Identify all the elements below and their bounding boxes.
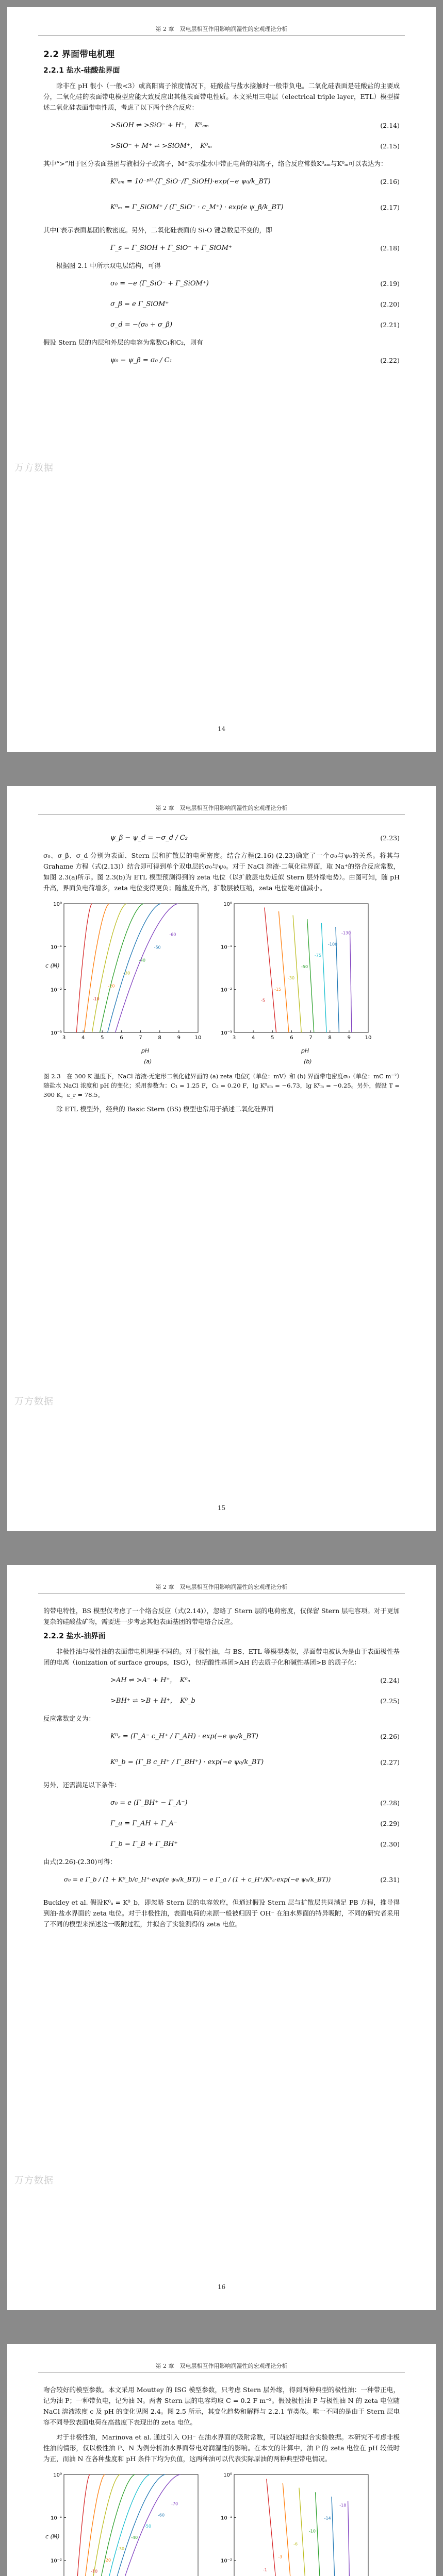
- watermark: 万方数据: [14, 1396, 54, 1407]
- contour-panel: [51, 902, 201, 1041]
- running-header: 第 2 章 双电层相互作用影响润湿性的宏观理论分析: [38, 1583, 405, 1594]
- plot-frame: [64, 904, 198, 1032]
- x-tick-label: 5: [101, 1035, 104, 1041]
- paragraph: 根据图 2.1 中所示双电层结构，可得: [56, 262, 161, 269]
- paragraph: 除 ETL 模型外，经典的 Basic Stern (BS) 模型也常用于描述二氧化硅界面: [56, 1105, 274, 1113]
- axis-label: c (M): [45, 2533, 60, 2540]
- paragraph: 吻合较好的模型参数。本文采用 Mouttey 的 ISG 模型参数，只考虑 Stern 层外缘，得到两种典型的极性油：一种带正电，记为油 P；一种带负电，记为油 N。两者 Stern 层的电容均取 C = 0.2 F m⁻²。假设极性油 P 与极性油 N 的 zeta 电位随 NaCl 溶液浓度 c 及 pH 的变化见图 2.4。图 2.5 所示，其变化趋势和解释与 2.2.1 节类似。唯一不同的是由于 Stern 层电容不同导致表面电荷在高盐度下表现出的 zeta 电位。: [43, 2386, 400, 2426]
- contour-level-label: -70: [171, 2501, 178, 2506]
- contour-panel: [51, 2472, 201, 2576]
- x-tick-label: 5: [271, 1035, 274, 1041]
- y-tick-label: 10⁰: [223, 902, 232, 907]
- y-tick-label: 10⁻²: [220, 2558, 232, 2564]
- x-tick-label: 9: [347, 1035, 351, 1041]
- subfigure-label: (a): [144, 1058, 152, 1065]
- y-tick-label: 10⁻³: [220, 1030, 232, 1036]
- y-tick-label: 10⁻²: [220, 987, 232, 993]
- equation: σ_β = e Γ_SiOM⁺ (2.20): [110, 300, 400, 308]
- contour-level-label: -18: [339, 2503, 347, 2508]
- axis-label: pH: [301, 1047, 309, 1054]
- page-number: 14: [217, 725, 226, 733]
- y-tick-label: 10⁰: [223, 2472, 232, 2478]
- x-tick-label: 9: [177, 1035, 181, 1041]
- page-14: [7, 7, 436, 752]
- contour-level-label: -50: [301, 964, 308, 969]
- page-number: 16: [217, 2283, 226, 2291]
- y-tick-label: 10⁻²: [50, 987, 62, 993]
- contour-level-label: -5: [261, 998, 265, 1003]
- paragraph: 另外，还需满足以下条件：: [43, 1781, 121, 1789]
- figure-2-3: [43, 899, 400, 1069]
- contour-level-label: -130: [341, 930, 351, 936]
- y-tick-label: 10⁻³: [50, 1030, 62, 1036]
- contour-panel: [221, 902, 371, 1041]
- equation: ψ₀ − ψ_β = σ₀ / C₁ (2.22): [110, 357, 400, 364]
- x-tick-label: 8: [158, 1035, 161, 1041]
- x-tick-label: 4: [251, 1035, 255, 1041]
- page-16: [7, 1565, 436, 2310]
- equation: σ₀ = e Γ_b / (1 + K⁰_b/c_H⁺·exp(e ψ₀/k_BT)) − e Γ_a / (1 + c_H⁺/K⁰ₐ·exp(−e ψ₀/k_BT)) (2.31): [64, 1876, 400, 1884]
- contour-level-label: -3: [278, 2554, 283, 2560]
- contour-level-label: -10: [92, 996, 100, 1002]
- y-tick-label: 10⁻¹: [50, 944, 62, 951]
- watermark: 万方数据: [14, 2175, 54, 2186]
- paragraph: 由式(2.26)-(2.30)可得：: [43, 1858, 117, 1866]
- contour-figure: [43, 899, 400, 1053]
- axis-label: c (M): [45, 962, 60, 969]
- paragraph: 的带电特性，BS 模型仅考虑了一个络合反应（式(2.14)），忽略了 Stern 层的电荷密度，仅保留 Stern 层电容项。对于更加复杂的硅酸盐矿物，需要进一步考虑其他表面基团的带电络合反应。: [43, 1607, 400, 1625]
- running-header: 第 2 章 双电层相互作用影响润湿性的宏观理论分析: [38, 25, 405, 36]
- y-tick-label: 10⁻²: [50, 2558, 62, 2564]
- equation: >BH⁺ ⇌ >B + H⁺， K⁰_b (2.25): [110, 1697, 400, 1705]
- contour-level-label: -20: [104, 2557, 111, 2563]
- y-tick-label: 10⁰: [53, 902, 62, 907]
- x-tick-label: 8: [328, 1035, 332, 1041]
- x-tick-label: 7: [309, 1035, 313, 1041]
- x-tick-label: 6: [120, 1035, 123, 1041]
- figure-2-4: [43, 2469, 400, 2576]
- equation: σ₀ = e (Γ_BH⁺ − Γ_A⁻) (2.28): [110, 1799, 400, 1807]
- contour-level-label: -40: [138, 958, 145, 963]
- equation: >SiOH ⇌ >SiO⁻ + H⁺， K⁰ₐₘ (2.14): [110, 122, 400, 129]
- plot-frame: [64, 2475, 198, 2576]
- equation: >SiO⁻ + M⁺ ⇌ >SiOM⁺， K⁰ₘ (2.15): [110, 142, 400, 150]
- paragraph: 非极性油与极性油的表面带电机理是不同的。对于极性油，与 BS、ETL 等模型类似，界面带电被认为是由于表面极性基团的电离（ionization of surface groups，ISG），包括酸性基团>AH 的去质子化和碱性基团>B 的质子化：: [43, 1648, 400, 1666]
- contour-level-label: -75: [315, 953, 322, 958]
- x-tick-label: 6: [290, 1035, 293, 1041]
- y-tick-label: 10⁻¹: [220, 944, 232, 951]
- equation: Γ_s = Γ_SiOH + Γ_SiO⁻ + Γ_SiOM⁺ (2.18): [110, 244, 400, 252]
- equation: σ_d = −(σ₀ + σ_β) (2.21): [110, 321, 400, 329]
- contour-figure: [43, 2469, 400, 2576]
- equation: Γ_b = Γ_B + Γ_BH⁺ (2.30): [110, 1840, 400, 1848]
- y-tick-label: 10⁻¹: [50, 2515, 62, 2521]
- contour-level-label: -1: [262, 2567, 267, 2572]
- equation: K⁰ₐ = (Γ_A⁻ c_H⁺ / Γ_AH) · exp(−e ψ₀/k_BT) (2.26): [110, 1733, 400, 1740]
- contour-level-label: -15: [274, 987, 282, 992]
- subfigure-label: (b): [304, 1058, 312, 1065]
- y-tick-label: 10⁻¹: [220, 2515, 232, 2521]
- paragraph: 反应常数定义为：: [43, 1715, 95, 1722]
- contour-level-label: -10: [91, 2569, 98, 2574]
- equation: K⁰_b = (Γ_B c_H⁺ / Γ_BH⁺) · exp(−e ψ₀/k_BT) (2.27): [110, 1758, 400, 1766]
- subsection-title: 2.2.1 盐水-硅酸盐界面: [43, 66, 120, 75]
- x-tick-label: 10: [365, 1035, 372, 1041]
- contour-level-label: -30: [118, 2546, 125, 2551]
- running-header: 第 2 章 双电层相互作用影响润湿性的宏观理论分析: [38, 804, 405, 815]
- x-tick-label: 3: [232, 1035, 236, 1041]
- x-tick-label: 4: [81, 1035, 85, 1041]
- contour-level-label: -30: [123, 971, 130, 976]
- equation: K⁰ₘ = Γ_SiOM⁺ / (Γ_SiO⁻ · c_M⁺) · exp(e ψ_β/k_BT) (2.17): [110, 204, 400, 211]
- contour-level-label: -50: [154, 945, 161, 950]
- y-tick-label: 10⁰: [53, 2472, 62, 2478]
- contour-level-label: -100: [328, 942, 338, 947]
- contour-level-label: -20: [108, 984, 115, 989]
- subsection-title: 2.2.2 盐水-油界面: [43, 1632, 106, 1640]
- figure-caption: 图 2.3 在 300 K 温度下，NaCl 溶液-无定形二氧化硅界面的 (a) zeta 电位ζ（单位：mV）和 (b) 界面带电密度σ₀（单位：mC m⁻²）随盐水 NaCl 浓度和 pH 的变化；采用参数为：C₁ = 1.25 F，C₂ = 0.20 F，lg K⁰ₐₘ = −6.73，lg K⁰ₘ = −0.25。另外，假设 T = 300 K，ε_r = 78.5。: [43, 1073, 400, 1098]
- contour-level-label: -30: [288, 975, 295, 980]
- equation: ψ_β − ψ_d = −σ_d / C₂ (2.23): [110, 834, 400, 842]
- contour-level-label: -60: [169, 932, 176, 937]
- paragraph: 除非在 pH 很小（一般<3）或高阳离子浓度情况下，硅酸盐与盐水接触时一般带负电。二氧化硅表面是硅酸盐的主要成分，二氧化硅的表面带电模型应能大致反应出其他表面带电性质。本文采用三电层（electrical triple layer，ETL）模型描述二氧化硅表面带电性质，考虑了以下两个络合反应：: [43, 82, 400, 111]
- equation: σ₀ = −e (Γ_SiO⁻ + Γ_SiOM⁺) (2.19): [110, 280, 400, 287]
- page-15: [7, 786, 436, 1531]
- page-17: [7, 2344, 436, 2576]
- page-number: 15: [217, 1504, 226, 1512]
- paragraph: 对于非极性油，Marinova et al. 通过引入 OH⁻ 在油水界面的吸附常数，可以较好地拟合实验数据。本研究不考虑非极性油的情形，仅以极性油 P、N 为例分析油水界面带电对润湿性的影响。在本文的计算中，油 P 的 zeta 电位在 pH 较低时为正，而油 N 在各种盐度和 pH 条件下均为负值，这两种油可以代表实际原油的两种典型带电情况。: [43, 2433, 400, 2463]
- paragraph: Buckley et al. 假设K⁰ₐ = K⁰_b，即忽略 Stern 层的电容效应，但通过假设 Stern 层与扩散层共同满足 PB 方程，推导得到油-盐水界面的 zeta 电位。对于非极性油，表面电荷的来源一般被归因于 OH⁻ 在油水界面的特异吸附，不同的研究者采用了不同的模型来描述这一吸附过程，并拟合了实验测得的 zeta 电位。: [43, 1899, 400, 1928]
- paragraph: σ₀、σ_β、σ_d 分别为表面、Stern 层和扩散层的电荷密度。结合方程(2.16)-(2.23)确定了一个σ₀与ψ₀的关系。将其与 Grahame 方程（式(2.13)）结合即可得到单个双电层的σ₀与ψ₀。对于 NaCl 溶液-二氧化硅界面，取 Na⁺的络合反应常数，如图 2.3(a)所示。图 2.3(b)为 ETL 模型预测得到的 zeta 电位（以扩散层电势近似 Stern 层外缘电势）。由图可知，随 pH 升高，界面负电荷增多，zeta 电位变得更负；随盐度升高，扩散层被压缩，zeta 电位绝对值减小。: [43, 852, 400, 892]
- paragraph: 其中“>”用于区分表面基团与液相分子或离子，M⁺表示盐水中带正电荷的阳离子，络合反应常数K⁰ₐₘ与K⁰ₘ可以表达为：: [43, 160, 387, 167]
- paragraph: 其中Γ表示表面基团的数密度。另外，二氧化硅表面的 Si-O 键总数是不变的，即: [43, 226, 272, 234]
- contour-level-label: -10: [308, 2529, 316, 2534]
- equation: >AH ⇌ >A⁻ + H⁺， K⁰ₐ (2.24): [110, 1676, 400, 1684]
- running-header: 第 2 章 双电层相互作用影响润湿性的宏观理论分析: [38, 2362, 405, 2372]
- contour-level-label: -6: [293, 2541, 298, 2547]
- contour-level-label: -40: [131, 2535, 138, 2540]
- x-tick-label: 10: [194, 1035, 202, 1041]
- contour-panel: [221, 2472, 371, 2576]
- x-tick-label: 3: [62, 1035, 66, 1041]
- watermark: 万方数据: [14, 463, 54, 473]
- equation: K⁰ₐₘ = 10⁻ᵖᴴ·(Γ_SiO⁻/Γ_SiOH)·exp(−e ψ₀/k_BT) (2.16): [110, 178, 400, 185]
- paragraph: 假设 Stern 层的内层和外层的电容为常数C₁和C₂，则有: [43, 338, 203, 346]
- section-title: 2.2 界面带电机理: [43, 49, 115, 60]
- x-tick-label: 7: [139, 1035, 142, 1041]
- contour-level-label: -60: [158, 2513, 165, 2518]
- contour-level-label: -14: [324, 2516, 331, 2521]
- axis-label: pH: [141, 1047, 150, 1054]
- contour-level-label: -50: [144, 2524, 152, 2529]
- equation: Γ_a = Γ_AH + Γ_A⁻ (2.29): [110, 1820, 400, 1827]
